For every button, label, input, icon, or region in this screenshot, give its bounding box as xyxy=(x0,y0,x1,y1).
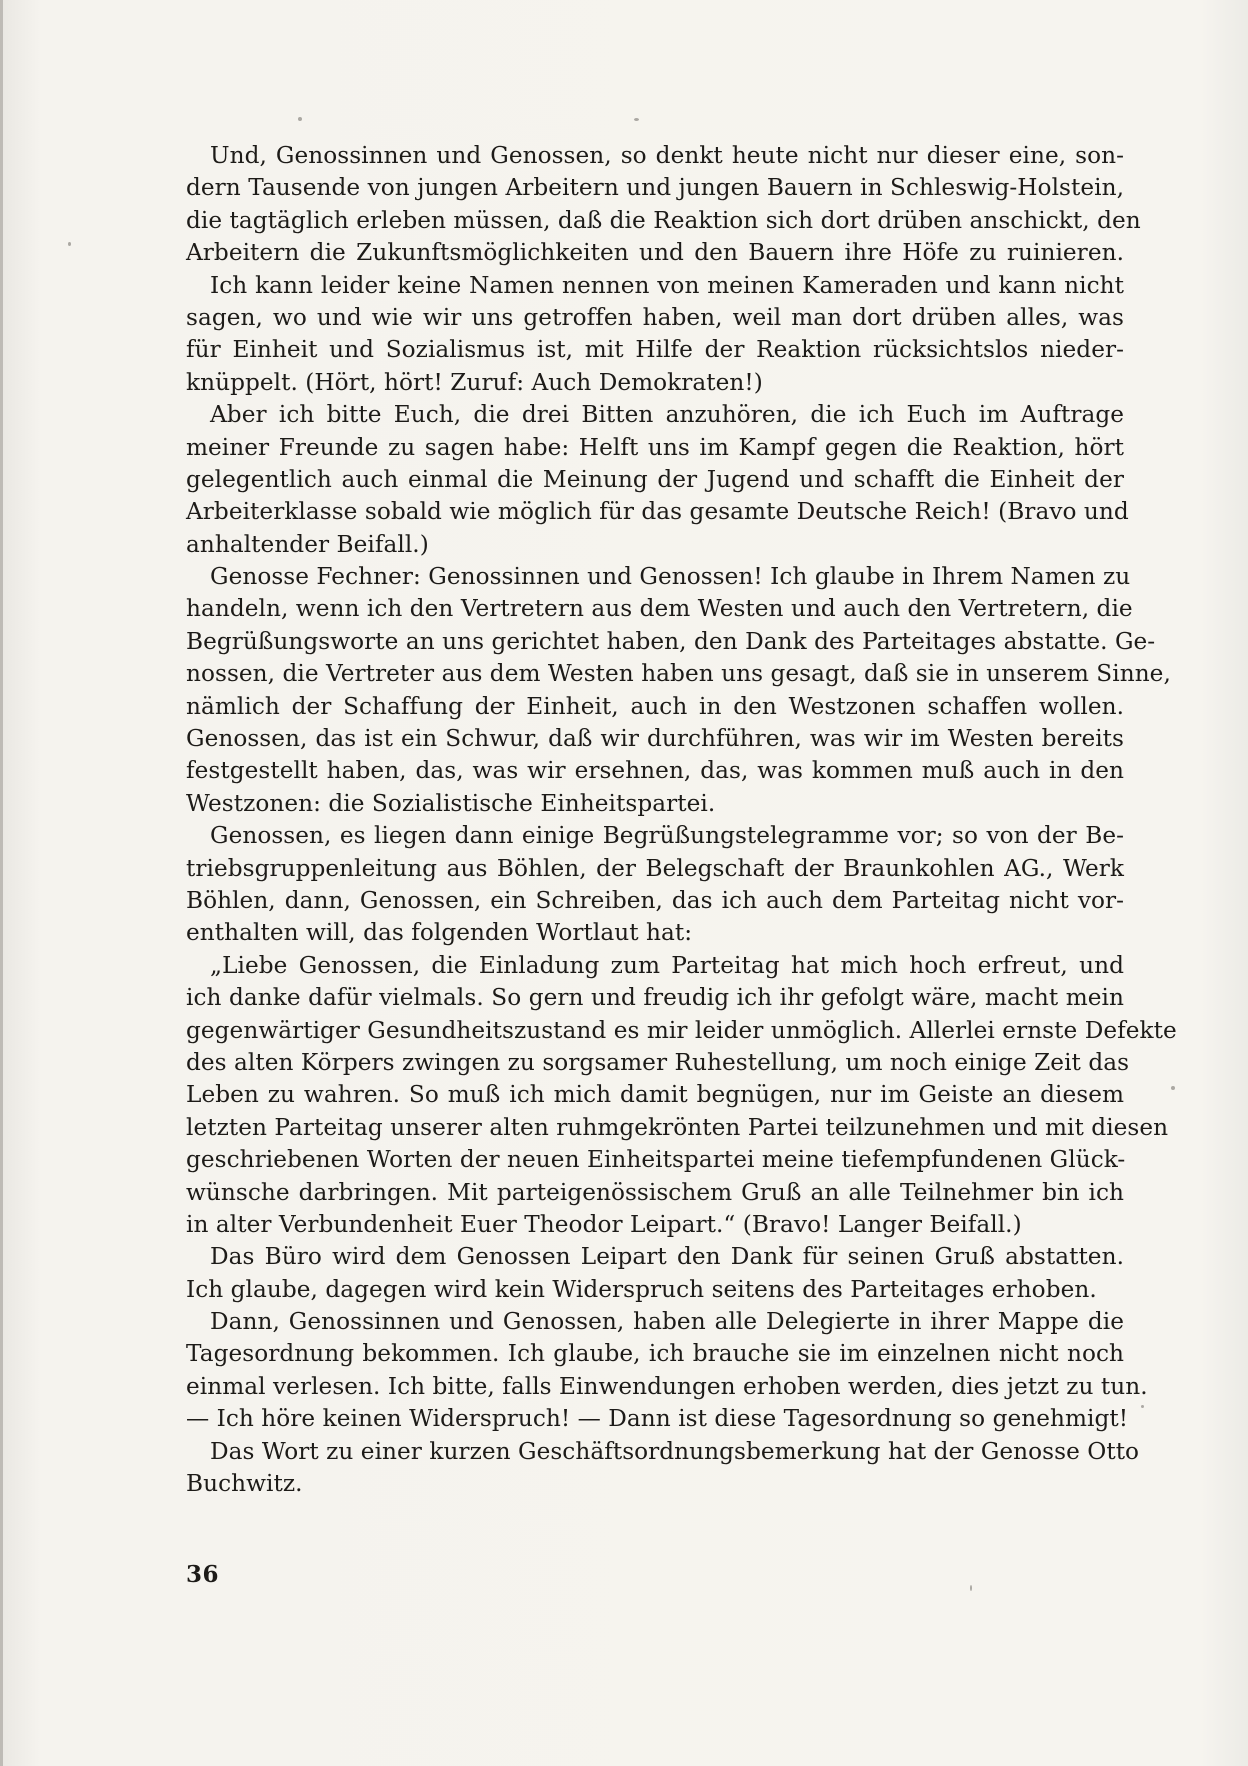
scan-speck xyxy=(68,242,71,246)
text-line: enthalten will, das folgenden Wortlaut hat: xyxy=(186,919,693,947)
text-line: letzten Parteitag unserer alten ruhmgekrönten Partei teilzunehmen und mit diesen xyxy=(186,1113,1169,1141)
page-number: 36 xyxy=(186,1561,220,1588)
text-line: nossen, die Vertreter aus dem Westen haben uns gesagt, daß sie in unserem Sinne, xyxy=(186,660,1171,688)
text-line: Aber ich bitte Euch, die drei Bitten anzuhören, die ich Euch im Auftrage xyxy=(210,401,1124,429)
text-line: Und, Genossinnen und Genossen, so denkt heute nicht nur dieser eine, son- xyxy=(210,142,1124,169)
text-line: einmal verlesen. Ich bitte, falls Einwendungen erhoben werden, dies jetzt zu tun. xyxy=(186,1372,1148,1400)
scan-speck xyxy=(1141,1405,1144,1408)
text-line: des alten Körpers zwingen zu sorgsamer Ruhestellung, um noch einige Zeit das xyxy=(186,1048,1130,1076)
text-line: die tagtäglich erleben müssen, daß die Reaktion sich dort drüben anschickt, den xyxy=(186,206,1141,234)
text-line: anhaltender Beifall.) xyxy=(186,530,429,558)
text-line: Tagesordnung bekommen. Ich glaube, ich brauche sie im einzelnen nicht noch xyxy=(186,1340,1124,1368)
text-line: Westzonen: die Sozialistische Einheitspartei. xyxy=(186,789,716,817)
text-line: Genossen, das ist ein Schwur, daß wir durchführen, was wir im Westen bereits xyxy=(186,725,1124,753)
scan-edge-mark xyxy=(0,0,3,1766)
text-line: Genossen, es liegen dann einige Begrüßungstelegramme vor; so von der Be- xyxy=(210,822,1124,850)
text-line: Ich glaube, dagegen wird kein Widerspruch seitens des Parteitages erhoben. xyxy=(186,1275,1097,1303)
text-line: festgestellt haben, das, was wir ersehnen, das, was kommen muß auch in den xyxy=(186,757,1124,785)
scan-speck xyxy=(970,1585,972,1591)
text-line: in alter Verbundenheit Euer Theodor Leipart.“ (Bravo! Langer Beifall.) xyxy=(186,1210,1022,1238)
text-line: Das Wort zu einer kurzen Geschäftsordnungsbemerkung hat der Genosse Otto xyxy=(210,1437,1140,1465)
text-line: ich danke dafür vielmals. So gern und freudig ich ihr gefolgt wäre, macht mein xyxy=(186,984,1124,1012)
text-line: gegenwärtiger Gesundheitszustand es mir leider unmöglich. Allerlei ernste Defekte xyxy=(186,1016,1177,1044)
text-line: knüppelt. (Hört, hört! Zuruf: Auch Demokraten!) xyxy=(186,368,763,396)
text-line: Arbeitern die Zukunftsmöglichkeiten und den Bauern ihre Höfe zu ruinieren. xyxy=(186,239,1124,267)
text-line: „Liebe Genossen, die Einladung zum Parteitag hat mich hoch erfreut, und xyxy=(210,951,1124,979)
body-text xyxy=(186,140,1177,1500)
text-line: Das Büro wird dem Genossen Leipart den Dank für seinen Gruß abstatten. xyxy=(210,1243,1124,1271)
text-line: Dann, Genossinnen und Genossen, haben alle Delegierte in ihrer Mappe die xyxy=(210,1308,1124,1336)
text-line: Ich kann leider keine Namen nennen von meinen Kameraden und kann nicht xyxy=(210,271,1124,299)
text-line: Arbeiterklasse sobald wie möglich für das gesamte Deutsche Reich! (Bravo und xyxy=(186,498,1129,526)
text-line: handeln, wenn ich den Vertretern aus dem Westen und auch den Vertretern, die xyxy=(186,595,1133,623)
text-line: geschriebenen Worten der neuen Einheitspartei meine tiefempfundenen Glück- xyxy=(186,1146,1126,1174)
text-line: wünsche darbringen. Mit parteigenössischem Gruß an alle Teilnehmer bin ich xyxy=(186,1178,1124,1206)
text-line: für Einheit und Sozialismus ist, mit Hilfe der Reaktion rücksichtslos nieder- xyxy=(186,336,1124,364)
scan-speck xyxy=(298,117,302,121)
text-line: Böhlen, dann, Genossen, ein Schreiben, das ich auch dem Parteitag nicht vor- xyxy=(186,886,1124,914)
text-line: meiner Freunde zu sagen habe: Helft uns im Kampf gegen die Reaktion, hört xyxy=(186,433,1124,461)
text-line: Leben zu wahren. So muß ich mich damit begnügen, nur im Geiste an diesem xyxy=(186,1081,1124,1109)
text-line: triebsgruppenleitung aus Böhlen, der Belegschaft der Braunkohlen AG., Werk xyxy=(186,854,1124,882)
text-line: dern Tausende von jungen Arbeitern und jungen Bauern in Schleswig-Holstein, xyxy=(186,174,1124,202)
scan-speck xyxy=(634,118,639,121)
text-line: nämlich der Schaffung der Einheit, auch in den Westzonen schaffen wollen. xyxy=(186,692,1124,720)
text-line: — Ich höre keinen Widerspruch! — Dann ist diese Tagesordnung so genehmigt! xyxy=(186,1405,1129,1433)
text-line: Buchwitz. xyxy=(186,1470,303,1498)
scan-speck xyxy=(1171,1086,1175,1090)
text-line: Begrüßungsworte an uns gerichtet haben, den Dank des Parteitages abstatte. Ge- xyxy=(186,627,1156,655)
text-line: sagen, wo und wie wir uns getroffen haben, weil man dort drüben alles, was xyxy=(186,303,1124,331)
text-line: gelegentlich auch einmal die Meinung der Jugend und schafft die Einheit der xyxy=(186,465,1124,493)
text-line: Genosse Fechner: Genossinnen und Genossen! Ich glaube in Ihrem Namen zu xyxy=(210,563,1131,591)
